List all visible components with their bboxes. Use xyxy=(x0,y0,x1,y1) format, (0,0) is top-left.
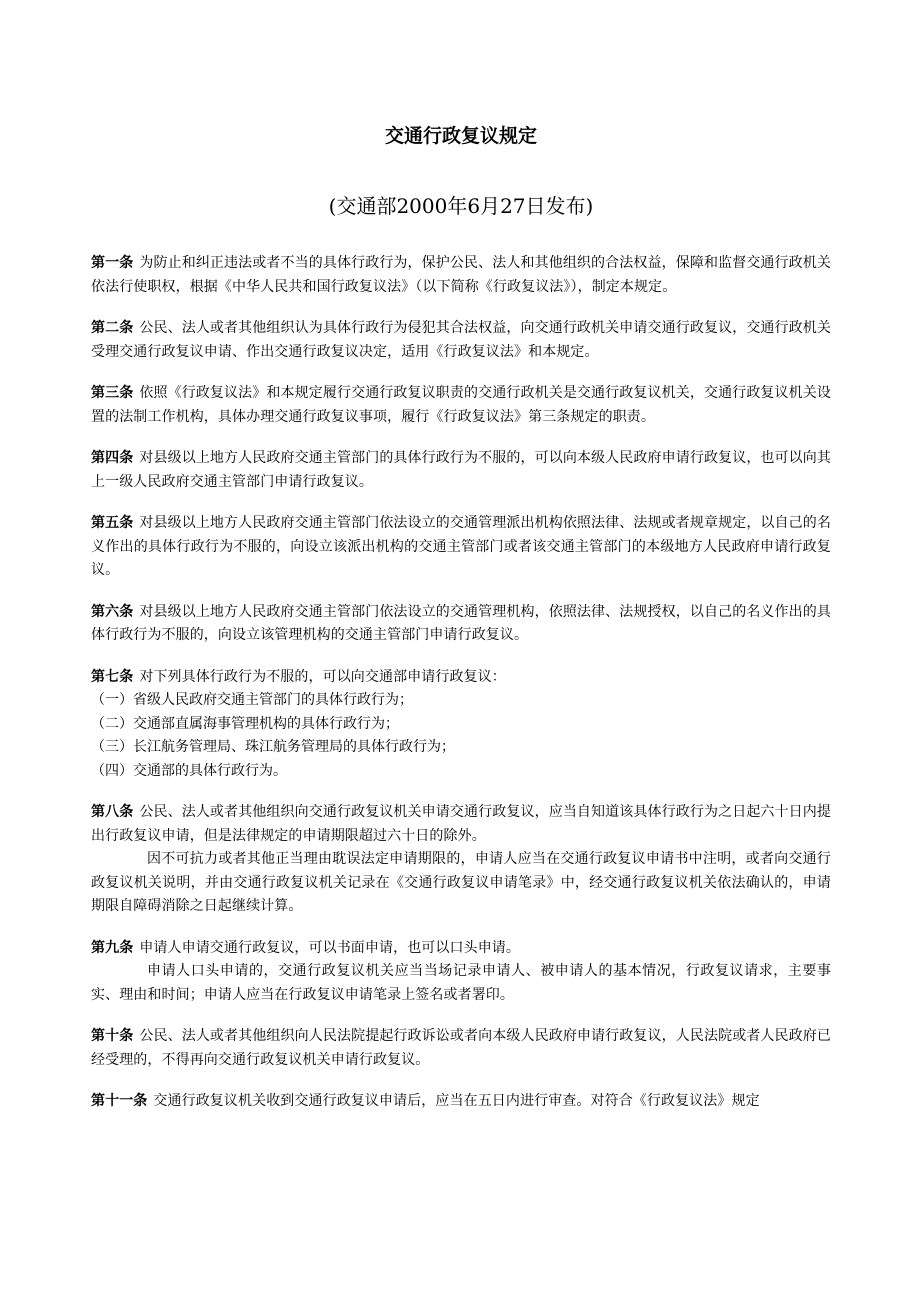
article-paragraph xyxy=(91,601,831,648)
article-number: 第二条 xyxy=(91,320,134,336)
article-text: 公民、法人或者其他组织向人民法院提起行政诉讼或者向本级人民政府申请行政复议，人民法院或者人民政府已经受理的，不得再向交通行政复议机关申请行政复议。 xyxy=(91,1028,831,1068)
article-paragraph xyxy=(91,848,831,919)
article-text: 对县级以上地方人民政府交通主管部门的具体行政行为不服的，可以向本级人民政府申请行政复议，也可以向其上一级人民政府交通主管部门申请行政复议。 xyxy=(91,450,831,490)
article-list-item: （二）交通部直属海事管理机构的具体行政行为； xyxy=(91,715,399,732)
document-title: 交通行政复议规定 xyxy=(384,125,537,147)
article-paragraph xyxy=(91,512,831,583)
article-number: 第一条 xyxy=(91,255,134,271)
article-number: 第三条 xyxy=(91,385,134,401)
article-paragraph xyxy=(91,801,831,848)
article-number: 第七条 xyxy=(91,668,134,685)
article-text: 申请人口头申请的，交通行政复议机关应当当场记录申请人、被申请人的基本情况，行政复议请求，主要事实、理由和时间；申请人应当在行政复议申请笔录上签名或者署印。 xyxy=(91,963,831,1003)
article-text: 对下列具体行政行为不服的，可以向交通部申请行政复议： xyxy=(139,668,506,685)
article-paragraph xyxy=(91,252,831,299)
article-paragraph xyxy=(91,1090,831,1114)
article-block xyxy=(91,801,831,919)
article-text: 公民、法人或者其他组织认为具体行政行为侵犯其合法权益，向交通行政机关申请交通行政复议，交通行政机关受理交通行政复议申请、作出交通行政复议决定，适用《行政复议法》和本规定。 xyxy=(91,320,831,360)
article-text: 因不可抗力或者其他正当理由耽误法定申请期限的，申请人应当在交通行政复议申请书中注明，或者向交通行政复议机关说明，并由交通行政复议机关记录在《交通行政复议申请笔录》中，经交通行政复议机关依法确认的，申请期限自障碍消除之日起继续计算。 xyxy=(91,851,831,914)
document-subtitle: (交通部2000年6月27日发布) xyxy=(328,194,594,218)
article-number: 第五条 xyxy=(91,515,134,531)
article-block xyxy=(91,317,831,364)
article-list-item: （一）省级人民政府交通主管部门的具体行政行为； xyxy=(91,692,413,708)
article-number: 第八条 xyxy=(91,804,134,820)
article-block xyxy=(91,382,831,429)
article-text: 交通行政复议机关收到交通行政复议申请后，应当在五日内进行审查。对符合《行政复议法》规定 xyxy=(153,1093,760,1109)
article-text: 对县级以上地方人民政府交通主管部门依法设立的交通管理机构，依照法律、法规授权，以自己的名义作出的具体行政行为不服的，向设立该管理机构的交通主管部门申请行政复议。 xyxy=(91,603,831,643)
article-paragraph xyxy=(91,1025,831,1072)
article-block xyxy=(91,937,831,1008)
article-block xyxy=(91,1090,831,1114)
article-text: 公民、法人或者其他组织向交通行政复议机关申请交通行政复议，应当自知道该具体行政行为之日起六十日内提出行政复议申请，但是法律规定的申请期限超过六十日的除外。 xyxy=(91,804,831,844)
article-paragraph xyxy=(91,937,831,961)
article-block xyxy=(91,601,831,648)
article-number: 第六条 xyxy=(91,603,134,620)
document-body xyxy=(91,252,831,1132)
article-number: 第十条 xyxy=(91,1028,134,1044)
article-list-item: （三）长江航务管理局、珠江航务管理局的具体行政行为； xyxy=(91,739,455,755)
article-number: 第四条 xyxy=(91,450,134,466)
article-block xyxy=(91,447,831,494)
article-paragraph xyxy=(91,666,831,690)
article-text: 对县级以上地方人民政府交通主管部门依法设立的交通管理派出机构依照法律、法规或者规章规定，以自己的名义作出的具体行政行为不服的，向设立该派出机构的交通主管部门或者该交通主管部门的本级地方人民政府申请行政复议。 xyxy=(91,515,831,578)
article-number: 第十一条 xyxy=(91,1093,148,1109)
article-block xyxy=(91,1025,831,1072)
article-block xyxy=(91,512,831,583)
article-paragraph xyxy=(91,382,831,429)
article-list-item: （四）交通部的具体行政行为。 xyxy=(91,762,287,779)
article-block xyxy=(91,666,831,784)
article-paragraph xyxy=(91,960,831,1007)
article-block xyxy=(91,252,831,299)
article-paragraph xyxy=(91,447,831,494)
article-paragraph xyxy=(91,317,831,364)
article-text: 申请人申请交通行政复议，可以书面申请，也可以口头申请。 xyxy=(139,939,521,956)
article-text: 依照《行政复议法》和本规定履行交通行政复议职责的交通行政机关是交通行政复议机关，交通行政复议机关设置的法制工作机构，具体办理交通行政复议事项，履行《行政复议法》第三条规定的职责。 xyxy=(91,385,831,425)
article-text: 为防止和纠正违法或者不当的具体行政行为，保护公民、法人和其他组织的合法权益，保障和监督交通行政机关依法行使职权，根据《中华人民共和国行政复议法》（以下简称《行政复议法》），制定本规定。 xyxy=(91,255,831,295)
article-number: 第九条 xyxy=(91,939,134,956)
